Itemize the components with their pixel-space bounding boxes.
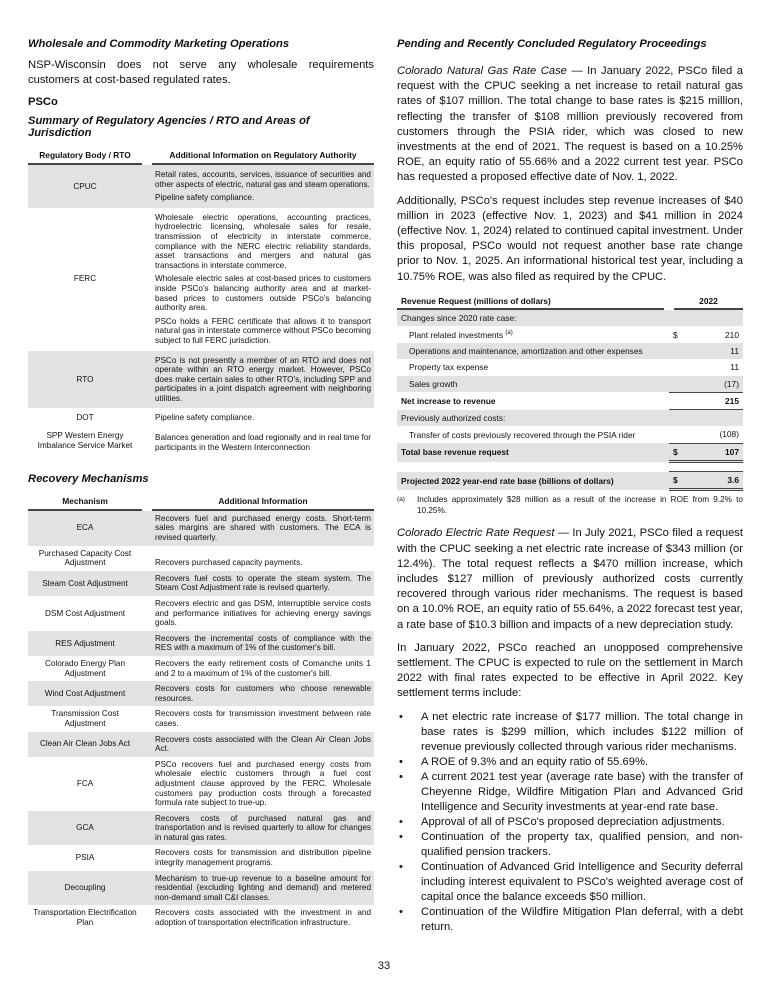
row-label: Changes since 2020 rate case: (401, 313, 517, 324)
table-row (397, 443, 743, 461)
header-year: 2022 (669, 293, 743, 309)
mechanism-info: Recovers costs of purchased natural gas and transportation and is revised quarterly to allow for changes in natural gas rates. (155, 813, 371, 842)
list-item-text: Continuation of the property tax, qualified pension, and non-qualified pension trackers. (421, 830, 743, 858)
list-item (397, 710, 743, 755)
table-row (397, 343, 743, 359)
table-row (28, 596, 374, 631)
footnote-mark: (a) (397, 496, 405, 504)
mechanism-name: Steam Cost Adjustment (42, 578, 128, 588)
mechanism-name: PSIA (75, 853, 95, 863)
table-row (397, 426, 743, 443)
left-column (28, 38, 374, 931)
wholesale-heading: Wholesale and Commodity Marketing Operations (28, 38, 290, 50)
mechanism-info: Recovers the incremental costs of compliance with the RES with a maximum of 1% of the customer's bill. (155, 633, 371, 653)
mechanism-name: RES Adjustment (55, 638, 115, 648)
table-row (397, 376, 743, 393)
list-item (397, 755, 743, 770)
table-row (397, 309, 743, 326)
row-label: Total base revenue request (401, 447, 509, 458)
list-item-text: Continuation of the Wildfire Mitigation Plan deferral, with a debt return. (421, 905, 743, 933)
table-row (397, 410, 743, 426)
bullet-icon: • (399, 830, 403, 843)
row-value: 11 (730, 345, 739, 356)
info-text: Pipeline safety compliance. (155, 413, 255, 423)
footnote-ref: (a) (505, 329, 513, 336)
mechanism-name: FCA (76, 778, 94, 788)
mechanism-info: Recovers costs associated with the Clean Air Clean Jobs Act. (155, 734, 371, 754)
electric-rate-text: — In July 2021, PSCo filed a request with the CPUC seeking a net electric rate increase of $343 million (or 12.4%). The total request reflects a $470 million increase, which includes $127 million of previously authorized costs currently recovered through various rider mechanisms. The request is based on a 10.0% ROE, an equity ratio of 55.64%, a 2022 forecast test year, a rate base of $10.3 billion and impacts of a new depreciation study. (397, 527, 744, 631)
recovery-heading: Recovery Mechanisms (28, 473, 149, 486)
mechanism-name: Transmission Cost Adjustment (51, 709, 119, 728)
table-row (28, 571, 374, 596)
column-header: Additional Information (147, 495, 374, 510)
mechanism-name: DSM Cost Adjustment (44, 608, 126, 618)
currency-symbol: $ (673, 329, 678, 340)
mechanism-info: Recovers fuel costs to operate the steam system. The Steam Cost Adjustment rate is revised quarterly. (155, 573, 371, 593)
table-row (28, 428, 374, 457)
gas-rate-case-paragraph (397, 64, 743, 186)
page-number: 33 (377, 960, 391, 972)
row-value: 215 (697, 392, 743, 409)
table-row (28, 164, 374, 208)
info-text: PSCo holds a FERC certificate that allows it to transport natural gas in interstate commerce without PSCo becoming subject to full FERC jurisdiction. (155, 316, 371, 345)
mechanism-name: Clean Air Clean Jobs Act (39, 739, 131, 749)
regulatory-agencies-table (28, 149, 374, 457)
regulatory-info (147, 428, 374, 457)
info-text: PSCo is not presently a member of an RTO and does not operate within an RTO energy market. However, PSCo does make certain sales to other RTO's, including SPP and participates in a joint dispatch agreement with neighboring utilities. (155, 355, 371, 403)
currency-symbol: $ (669, 443, 697, 461)
column-header: Mechanism (28, 495, 147, 510)
pending-heading: Pending and Recently Concluded Regulatory Proceedings (397, 38, 707, 50)
row-label: Property tax expense (409, 362, 489, 373)
table-row (397, 359, 743, 375)
regulatory-info (147, 351, 374, 409)
footnote-text: Includes approximately $28 million as a result of the increase in ROE from 9.2% to 10.25%. (417, 495, 743, 516)
bullet-icon: • (399, 905, 403, 918)
electric-rate-paragraph (397, 526, 743, 632)
column-header: Regulatory Body / RTO (28, 149, 147, 164)
table-row (28, 510, 374, 546)
recovery-mechanisms-table (28, 495, 374, 930)
regulatory-info (147, 208, 374, 351)
currency-symbol: $ (669, 472, 697, 490)
regulatory-body: CPUC (73, 181, 97, 191)
bullet-icon: • (399, 710, 403, 723)
row-label: Transfer of costs previously recovered through the PSIA rider (409, 429, 636, 440)
table-row (28, 656, 374, 681)
regulatory-body: DOT (76, 413, 94, 423)
wholesale-paragraph: NSP-Wisconsin does not serve any wholesale requirements customers at cost-based regulated rates. (28, 59, 374, 87)
row-value: 107 (697, 443, 743, 461)
list-item-text: A current 2021 test year (average rate base) with the transfer of Cheyenne Ridge, Wildfire Mitigation Plan and Advanced Grid Intelligence and Security investments at year-end rate base. (421, 770, 743, 813)
bullet-icon: • (399, 815, 403, 828)
table-row (28, 845, 374, 870)
row-value: 210 (725, 329, 739, 340)
list-item (397, 860, 743, 905)
regulatory-body: FERC (73, 274, 97, 284)
mechanism-name: Transportation Electrification Plan (33, 908, 137, 928)
mechanism-name: GCA (76, 823, 94, 833)
row-label: Previously authorized costs: (401, 413, 506, 424)
summary-heading: Summary of Regulatory Agencies / RTO and Areas of Jurisdiction (28, 115, 310, 140)
mechanism-name: Colorado Energy Plan Adjustment (44, 658, 126, 678)
gas-rate-case-text: — In January 2022, PSCo filed a request with the CPUC seeking a net increase to retail natural gas rates of $107 million. The total change to base rates is $215 million, reflecting the transfer of $108 million previously recovered from customers through the PSIA rider, which was closed to new investments at the end of 2021. The request is based on a 10.25% ROE, an equity ratio of 55.66% and a 2022 current test year. PSCo has requested a proposed effective date of Nov. 1, 2022. (397, 65, 743, 184)
list-item-text: A ROE of 9.3% and an equity ratio of 55.69%. (421, 755, 648, 768)
row-value: 11 (730, 362, 739, 373)
table-row (28, 351, 374, 409)
info-text: Pipeline safety compliance. (155, 193, 255, 203)
row-label (397, 326, 669, 342)
list-item (397, 830, 743, 860)
footnote (397, 494, 743, 516)
list-item-text: Continuation of Advanced Grid Intelligence and Security deferral including interest equivalent to PSCo's weighted average cost of capital once the balance exceeds $50 million. (421, 860, 743, 903)
table-row (28, 811, 374, 846)
info-text: Retail rates, accounts, services, issuance of securities and other aspects of electric, natural gas and steam operations. (155, 170, 371, 189)
list-item-text: Approval of all of PSCo's proposed depreciation adjustments. (421, 815, 725, 828)
gas-rate-case-additional: Additionally, PSCo's request includes step revenue increases of $40 million in 2023 (effective Nov. 1, 2023) and $41 million in 2024 (effective Nov. 1, 2024) related to continued capital investment. Under this proposal, PSCo would not request another base rate change prior to Nov. 1, 2025. An informational historical test year, including a 10.75% ROE, was also filed as required by the CPUC. (397, 194, 743, 283)
settlement-terms-list (397, 710, 743, 935)
mechanism-info: Recovers the early retirement costs of Comanche units 1 and 2 to a maximum of 1% of the customer's bill. (155, 658, 371, 678)
label-text: Plant related investments (409, 329, 504, 340)
company-heading: PSCo (28, 96, 58, 109)
list-item (397, 905, 743, 935)
table-row (397, 392, 743, 409)
table-row (28, 631, 374, 656)
mechanism-name: ECA (76, 523, 94, 533)
electric-rate-title: Colorado Electric Rate Request (397, 527, 555, 540)
mechanism-info: Recovers fuel and purchased energy costs. Short-term sales margins are shared with customers. The ECA is revised quarterly. (155, 513, 371, 543)
table-row (397, 472, 743, 490)
list-item (397, 770, 743, 815)
row-label: Projected 2022 year-end rate base (billions of dollars) (401, 475, 614, 486)
row-label: Sales growth (409, 378, 458, 389)
mechanism-name: Decoupling (64, 883, 106, 893)
row-value: (108) (719, 429, 739, 440)
regulatory-body: SPP Western Energy Imbalance Service Market (37, 431, 133, 450)
table-row (28, 681, 374, 706)
list-item-text: A net electric rate increase of $177 million. The total change in base rates is $299 million, which includes $122 million of revenue previously collected through various rider mechanisms. (421, 710, 743, 753)
row-value: 3.6 (697, 472, 743, 490)
regulatory-info (147, 408, 374, 428)
bullet-icon: • (399, 860, 403, 873)
mechanism-info: Mechanism to true-up revenue to a baseline amount for residential (excluding lighting and demand) and metered non-demand small C&I classes. (155, 873, 371, 902)
table-row (397, 326, 743, 342)
right-column (397, 38, 743, 935)
mechanism-name: Purchased Capacity Cost Adjustment (38, 548, 132, 568)
table-row (28, 871, 374, 906)
mechanism-name: Wind Cost Adjustment (44, 688, 126, 698)
info-text: Wholesale electric operations, accounting practices, hydroelectric licensing, wholesale sales for resale, transmission of electricity in interstate commerce, compliance with the NERC electric reliability standards, asset transactions and mergers and natural gas transactions in interstate commerce. (155, 212, 371, 270)
settlement-paragraph: In January 2022, PSCo reached an unopposed comprehensive settlement. The CPUC is expected to rule on the settlement in March 2022 with final rates expected to be effective in April 2022. Key settlement terms include: (397, 641, 743, 700)
regulatory-info (147, 164, 374, 208)
table-header-row (397, 293, 743, 309)
mechanism-info: Recovers purchased capacity payments. (155, 558, 303, 568)
mechanism-info: PSCo recovers fuel and purchased energy costs from wholesale electric customers through a fuel cost adjustment clause approved by the FERC. Wholesale customers pay production costs through a forecasted formula rate subject to true-up. (155, 759, 371, 808)
info-text: Wholesale electric sales at cost-based prices to customers inside PSCo's balancing authority area and at market-based prices to customers outside PSCo's balancing authority area. (155, 274, 371, 313)
mechanism-info: Recovers costs for transmission and distribution pipeline integrity management programs. (155, 848, 371, 868)
table-row (28, 408, 374, 428)
row-value: (17) (724, 378, 739, 389)
table-row (28, 757, 374, 811)
info-text: Balances generation and load regionally and in real time for participants in the Western Interconnection (155, 433, 371, 452)
mechanism-info: Recovers electric and gas DSM, interruptible service costs and performance initiatives for achieving energy savings goals. (155, 599, 371, 628)
list-item (397, 815, 743, 830)
mechanism-info: Recovers costs for transmission investment between rate cases. (155, 709, 371, 728)
table-row (28, 732, 374, 757)
column-header: Additional Information on Regulatory Authority (147, 149, 374, 164)
row-label: Net increase to revenue (401, 396, 496, 407)
table-row (28, 905, 374, 930)
gas-rate-case-title: Colorado Natural Gas Rate Case (397, 65, 567, 77)
mechanism-info: Recovers costs associated with the investment in and adoption of transportation electrification infrastructure. (155, 908, 371, 928)
table-row (28, 208, 374, 351)
table-row (28, 546, 374, 571)
regulatory-body: RTO (76, 374, 94, 384)
header-label: Revenue Request (millions of dollars) (397, 293, 669, 309)
revenue-request-table (397, 293, 743, 492)
mechanism-info: Recovers costs for customers who choose renewable resources. (155, 684, 371, 703)
bullet-icon: • (399, 770, 403, 783)
row-label: Operations and maintenance, amortization and other expenses (409, 345, 643, 356)
bullet-icon: • (399, 755, 403, 768)
table-row (28, 706, 374, 731)
